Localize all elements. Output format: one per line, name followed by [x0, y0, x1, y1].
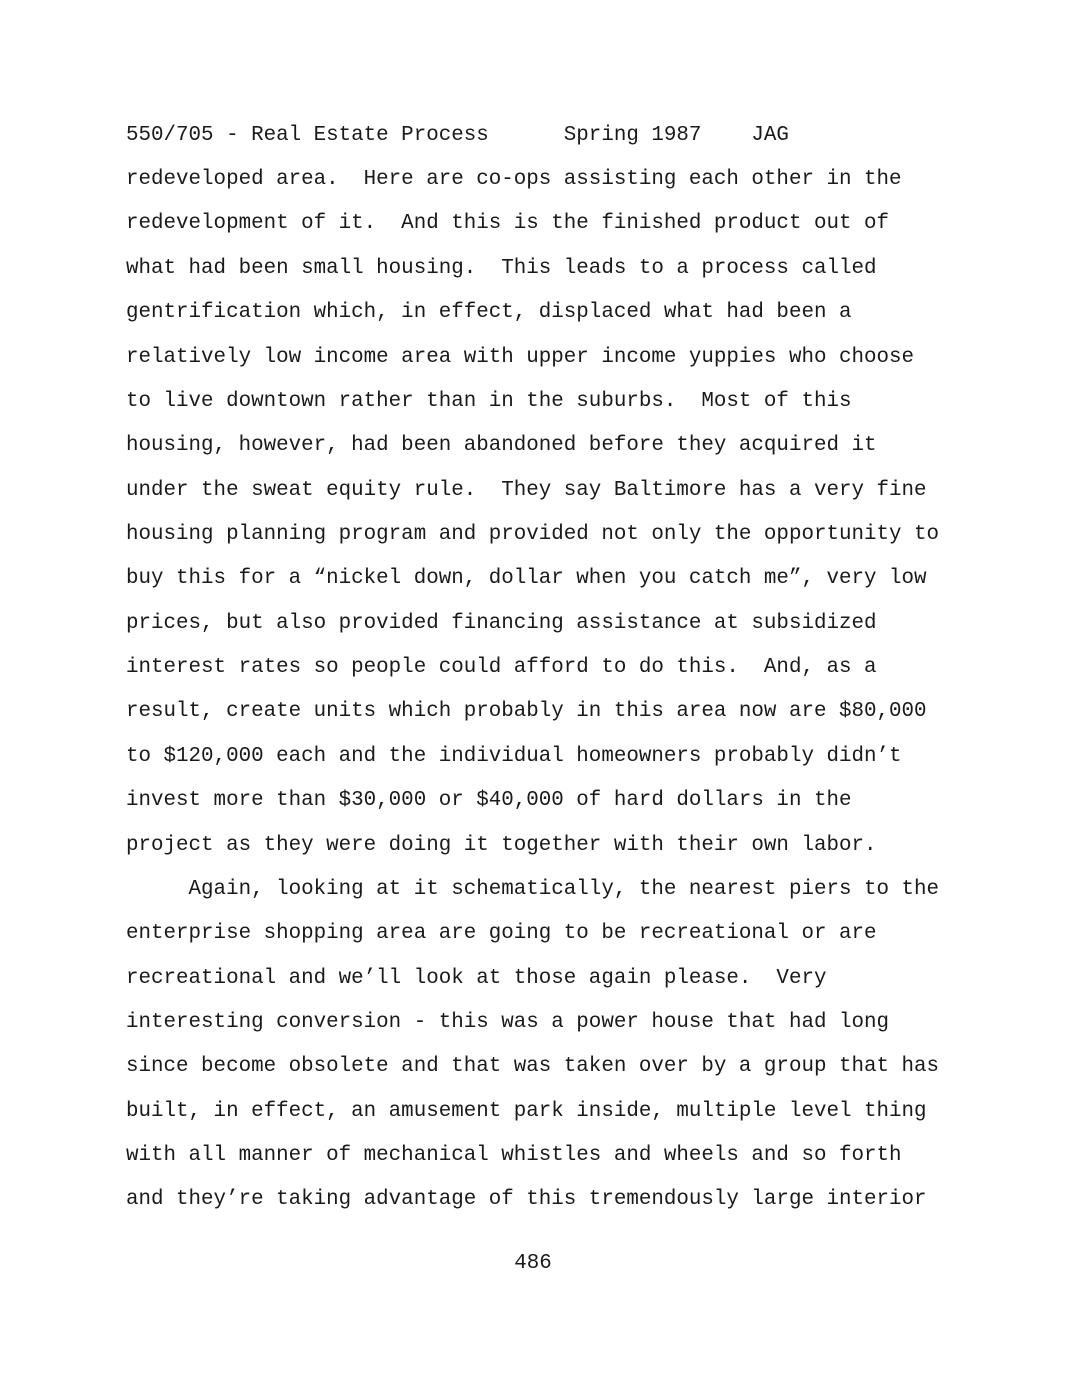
running-header: 550/705 - Real Estate Process Spring 1987 JAG: [126, 124, 789, 147]
text-line: enterprise shopping area are going to be recreational or are: [126, 922, 877, 945]
text-line: redevelopment of it. And this is the finished product out of: [126, 212, 890, 235]
page-number: 486: [514, 1252, 552, 1275]
text-line: redeveloped area. Here are co-ops assisting each other in the: [126, 168, 902, 191]
text-line: built, in effect, an amusement park inside, multiple level thing: [126, 1100, 927, 1123]
text-line: buy this for a “nickel down, dollar when you catch me”, very low: [126, 567, 927, 590]
text-line: to live downtown rather than in the suburbs. Most of this: [126, 390, 852, 413]
text-line: prices, but also provided financing assistance at subsidized: [126, 612, 877, 635]
text-line: relatively low income area with upper income yuppies who choose: [126, 346, 915, 369]
text-line: invest more than $30,000 or $40,000 of hard dollars in the: [126, 789, 852, 812]
text-line: project as they were doing it together with their own labor.: [126, 834, 877, 857]
text-line: result, create units which probably in this area now are $80,000: [126, 700, 927, 723]
text-line: housing planning program and provided not only the opportunity to: [126, 523, 940, 546]
text-line: with all manner of mechanical whistles and wheels and so forth: [126, 1144, 902, 1167]
text-line: what had been small housing. This leads to a process called: [126, 257, 877, 280]
text-line: since become obsolete and that was taken over by a group that has: [126, 1055, 940, 1078]
text-line: interest rates so people could afford to do this. And, as a: [126, 656, 877, 679]
text-line: Again, looking at it schematically, the nearest piers to the: [126, 878, 940, 901]
text-line: gentrification which, in effect, displaced what had been a: [126, 301, 852, 324]
text-line: housing, however, had been abandoned before they acquired it: [126, 434, 877, 457]
text-line: recreational and we’ll look at those again please. Very: [126, 967, 827, 990]
text-line: and they’re taking advantage of this tremendously large interior: [126, 1188, 927, 1211]
text-line: interesting conversion - this was a power house that had long: [126, 1011, 890, 1034]
text-line: to $120,000 each and the individual homeowners probably didn’t: [126, 745, 902, 768]
text-line: under the sweat equity rule. They say Baltimore has a very fine: [126, 479, 927, 502]
